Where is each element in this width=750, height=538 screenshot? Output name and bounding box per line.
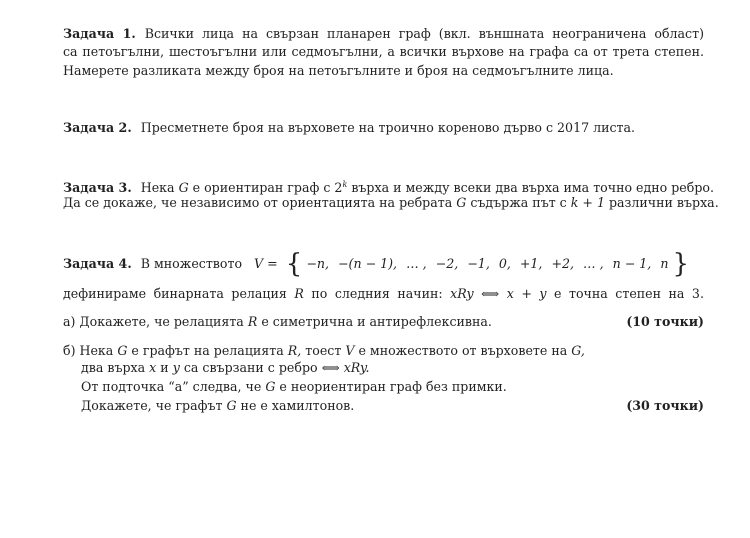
problem-4-label: Задача 4. xyxy=(63,256,132,271)
set-element: −1, xyxy=(467,256,490,271)
part-b-text: б) Нека xyxy=(63,343,114,358)
part-b-line-3 xyxy=(81,379,722,395)
part-b-text: и xyxy=(160,360,169,375)
math-g: G xyxy=(226,398,237,413)
right-brace: } xyxy=(672,249,689,279)
set-element: −(n − 1), xyxy=(337,256,398,271)
set-element: n xyxy=(660,256,669,271)
problem-1-text-1: Всички лица на свързан планарен граф (вкл. външната неограничена област) xyxy=(144,26,704,41)
part-b-line-1 xyxy=(63,343,704,359)
problem-3-text-e: съдържа път с xyxy=(470,195,567,210)
problem-2-label: Задача 2. xyxy=(63,120,132,135)
math-g: G, xyxy=(571,343,585,358)
set-element: n − 1, xyxy=(612,256,652,271)
iff-symbol: ⟺ xyxy=(321,360,340,375)
problem-3-text-f: различни върха. xyxy=(608,195,719,210)
power-exponent: k xyxy=(342,180,348,189)
problem-1-label: Задача 1. xyxy=(63,26,136,41)
set-element: −2, xyxy=(435,256,459,271)
problem-4-intro: В множеството xyxy=(140,256,243,271)
problem-3-text-d: Да се докаже, че независимо от ориентацията на ребрата xyxy=(63,195,453,210)
math-y: y xyxy=(172,360,180,375)
problem-3-text-a: Нека xyxy=(140,180,175,196)
math-v: V xyxy=(254,256,264,271)
part-b-text: не е хамилтонов. xyxy=(240,398,355,413)
part-b-line-2 xyxy=(81,360,722,376)
part-a-text-pre: а) Докажете, че релацията xyxy=(63,314,244,329)
set-element: +2, xyxy=(551,256,575,271)
problem-3-label: Задача 3. xyxy=(63,180,132,196)
problem-3-line-1 xyxy=(63,177,714,196)
part-a-text-post: е симетрична и антирефлексивна. xyxy=(261,314,492,329)
math-xry: xRy xyxy=(450,286,474,301)
problem-1-text-3: Намерете разликата между броя на петоъгълните и броя на седмоъгълните лица. xyxy=(63,63,614,78)
part-b-text: е графът на релацията xyxy=(131,343,284,358)
set-element: … , xyxy=(583,256,604,271)
problem-2-text: Пресметнете броя на върховете на троично кореново дърво с 2017 листа. xyxy=(140,120,636,135)
math-v: V xyxy=(345,343,355,358)
problem-1-line-1 xyxy=(63,26,704,42)
math-r: R xyxy=(247,314,258,329)
set-element: 0, xyxy=(498,256,511,271)
part-b-text: два върха xyxy=(81,360,146,375)
power-expression xyxy=(334,180,347,195)
set-element: +1, xyxy=(519,256,543,271)
set-element: … , xyxy=(406,256,427,271)
math-r: R, xyxy=(287,343,302,358)
math-g: G xyxy=(456,195,467,210)
set-elements xyxy=(306,256,668,272)
math-equals: = xyxy=(267,256,278,271)
part-a-points: (10 точки) xyxy=(626,314,704,329)
problem-3-text-b: е ориентиран граф с xyxy=(192,180,331,196)
problem-3-line-2 xyxy=(63,195,719,211)
part-b-text: са свързани с ребро xyxy=(183,360,318,375)
math-xry: xRy. xyxy=(343,360,370,375)
power-base: 2 xyxy=(334,180,343,196)
problem-2-line xyxy=(63,120,704,136)
definition-text-b: по следния начин: xyxy=(311,286,443,301)
part-b-text: тоест xyxy=(305,343,342,358)
problem-3-text-c: върха и между всеки два върха има точно едно ребро. xyxy=(351,180,714,196)
set-element: −n, xyxy=(306,256,329,271)
math-x: x xyxy=(149,360,157,375)
definition-text-a: дефинираме бинарната релация xyxy=(63,286,287,301)
problem-4-line-2 xyxy=(63,286,704,302)
part-b-text: Докажете, че графът xyxy=(81,398,223,413)
math-k-plus-1: k + 1 xyxy=(570,195,605,210)
math-x-plus-y: x + y xyxy=(506,286,547,301)
part-b-text: е множеството от върховете на xyxy=(358,343,568,358)
part-b-text: От подточка “а” следва, че xyxy=(81,379,262,394)
math-g: G xyxy=(178,180,189,196)
math-r: R xyxy=(294,286,304,301)
part-b-text: е неориентиран граф без примки. xyxy=(279,379,507,394)
math-g: G xyxy=(265,379,276,394)
part-b-points: (30 точки) xyxy=(626,398,704,413)
definition-text-c: е точна степен на 3. xyxy=(554,286,704,301)
left-brace: { xyxy=(285,249,303,279)
iff-symbol: ⟺ xyxy=(481,286,500,301)
math-g: G xyxy=(117,343,128,358)
part-a-line xyxy=(63,314,704,330)
problem-1-text-2: са петоъгълни, шестоъгълни или седмоъгълни, а всички върхове на графа са от трета степен. xyxy=(63,44,704,59)
problem-4-line-1 xyxy=(63,249,704,279)
